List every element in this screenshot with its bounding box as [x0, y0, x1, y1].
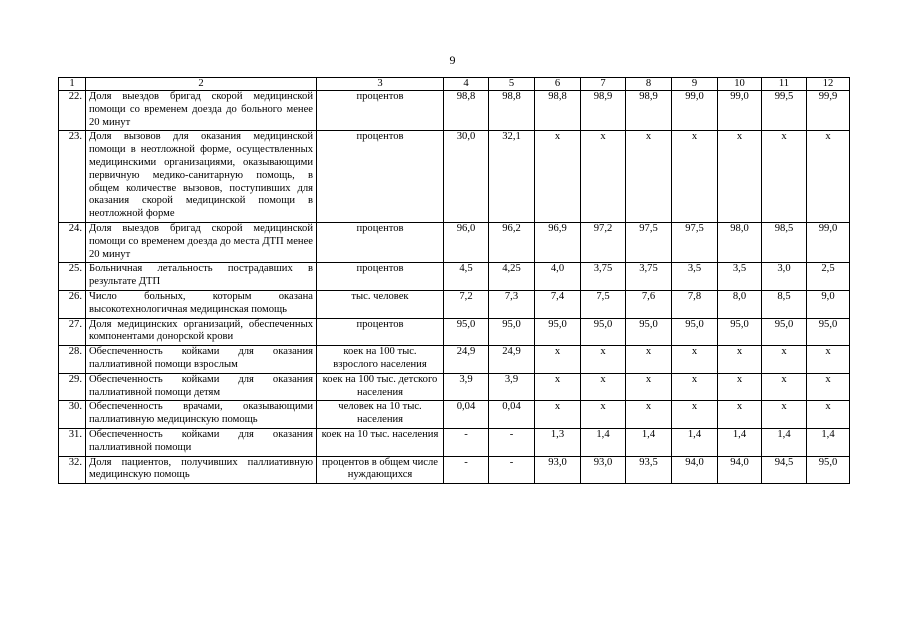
unit-of-measure: процентов [317, 318, 444, 346]
value-cell: 30,0 [444, 131, 489, 223]
value-cell: 95,0 [626, 318, 672, 346]
table-row [59, 318, 850, 346]
value-cell: 99,0 [718, 91, 762, 131]
value-cell: 99,0 [672, 91, 718, 131]
value-cell: 24,9 [444, 346, 489, 374]
value-cell: х [718, 131, 762, 223]
value-cell: х [718, 346, 762, 374]
value-cell: 9,0 [807, 290, 850, 318]
value-cell: 96,9 [535, 222, 581, 262]
value-cell: 4,5 [444, 263, 489, 291]
value-cell: 3,75 [581, 263, 626, 291]
column-header: 11 [762, 78, 807, 91]
row-number: 28. [59, 346, 86, 374]
indicator-name: Доля пациентов, получивших паллиативную медицинскую помощь [86, 456, 317, 484]
column-header: 4 [444, 78, 489, 91]
value-cell: 95,0 [762, 318, 807, 346]
unit-of-measure: тыс. человек [317, 290, 444, 318]
value-cell: х [581, 373, 626, 401]
value-cell: 93,5 [626, 456, 672, 484]
value-cell: 24,9 [489, 346, 535, 374]
value-cell: 4,0 [535, 263, 581, 291]
value-cell: 1,4 [581, 428, 626, 456]
table-row [59, 222, 850, 262]
column-header: 1 [59, 78, 86, 91]
column-number-row [59, 78, 850, 91]
value-cell: 98,5 [762, 222, 807, 262]
value-cell: 99,9 [807, 91, 850, 131]
value-cell: 0,04 [489, 401, 535, 429]
value-cell: х [581, 131, 626, 223]
value-cell: х [672, 131, 718, 223]
row-number: 22. [59, 91, 86, 131]
unit-of-measure: процентов в общем числе нуждающихся [317, 456, 444, 484]
unit-of-measure: процентов [317, 222, 444, 262]
unit-of-measure: процентов [317, 131, 444, 223]
indicator-name: Обеспеченность врачами, оказывающими паллиативную медицинскую помощь [86, 401, 317, 429]
value-cell: 8,5 [762, 290, 807, 318]
row-number: 26. [59, 290, 86, 318]
column-header: 9 [672, 78, 718, 91]
table-row [59, 290, 850, 318]
value-cell: х [626, 401, 672, 429]
value-cell: 3,5 [718, 263, 762, 291]
value-cell: 3,75 [626, 263, 672, 291]
unit-of-measure: коек на 10 тыс. населения [317, 428, 444, 456]
value-cell: 94,0 [672, 456, 718, 484]
value-cell: 93,0 [581, 456, 626, 484]
indicator-name: Обеспеченность койками для оказания паллиативной помощи детям [86, 373, 317, 401]
row-number: 29. [59, 373, 86, 401]
value-cell: 8,0 [718, 290, 762, 318]
value-cell: 95,0 [718, 318, 762, 346]
value-cell: х [672, 346, 718, 374]
value-cell: - [444, 428, 489, 456]
row-number: 31. [59, 428, 86, 456]
value-cell: х [807, 401, 850, 429]
column-header: 12 [807, 78, 850, 91]
value-cell: 95,0 [672, 318, 718, 346]
value-cell: х [672, 401, 718, 429]
value-cell: 97,5 [626, 222, 672, 262]
value-cell: х [535, 346, 581, 374]
value-cell: 7,3 [489, 290, 535, 318]
value-cell: 95,0 [489, 318, 535, 346]
column-header: 2 [86, 78, 317, 91]
column-header: 7 [581, 78, 626, 91]
indicator-name: Доля вызовов для оказания медицинской помощи в неотложной форме, осуществленных медицинскими организациями, оказывающими первичную медико-санитарную помощь, в общем количестве вызовов, поступивших для оказания скорой медицинской помощи в неотложной форме [86, 131, 317, 223]
value-cell: 32,1 [489, 131, 535, 223]
unit-of-measure: коек на 100 тыс. взрослого населения [317, 346, 444, 374]
value-cell: - [489, 428, 535, 456]
value-cell: 98,9 [626, 91, 672, 131]
indicator-name: Обеспеченность койками для оказания паллиативной помощи [86, 428, 317, 456]
value-cell: 98,8 [489, 91, 535, 131]
table-row [59, 131, 850, 223]
value-cell: 99,5 [762, 91, 807, 131]
value-cell: 95,0 [807, 456, 850, 484]
page-number: 9 [449, 53, 456, 67]
row-number: 27. [59, 318, 86, 346]
value-cell: х [762, 401, 807, 429]
indicator-name: Обеспеченность койками для оказания паллиативной помощи взрослым [86, 346, 317, 374]
value-cell: 0,04 [444, 401, 489, 429]
value-cell: 95,0 [807, 318, 850, 346]
value-cell: 94,5 [762, 456, 807, 484]
table-row [59, 346, 850, 374]
value-cell: х [718, 401, 762, 429]
value-cell: 96,2 [489, 222, 535, 262]
value-cell: 4,25 [489, 263, 535, 291]
value-cell: 95,0 [581, 318, 626, 346]
value-cell: х [762, 346, 807, 374]
value-cell: 3,0 [762, 263, 807, 291]
value-cell: 98,8 [535, 91, 581, 131]
value-cell: 3,5 [672, 263, 718, 291]
value-cell: 3,9 [444, 373, 489, 401]
value-cell: х [626, 346, 672, 374]
value-cell: 97,2 [581, 222, 626, 262]
value-cell: х [626, 373, 672, 401]
unit-of-measure: коек на 100 тыс. детского населения [317, 373, 444, 401]
value-cell: х [535, 401, 581, 429]
column-header: 10 [718, 78, 762, 91]
value-cell: 1,4 [762, 428, 807, 456]
unit-of-measure: человек на 10 тыс. населения [317, 401, 444, 429]
value-cell: 1,3 [535, 428, 581, 456]
indicator-name: Больничная летальность пострадавших в результате ДТП [86, 263, 317, 291]
indicator-name: Доля медицинских организаций, обеспеченных компонентами донорской крови [86, 318, 317, 346]
value-cell: х [672, 373, 718, 401]
value-cell: 3,9 [489, 373, 535, 401]
value-cell: х [762, 373, 807, 401]
value-cell: - [489, 456, 535, 484]
value-cell: 7,4 [535, 290, 581, 318]
value-cell: х [807, 346, 850, 374]
indicators-table [58, 77, 850, 484]
column-header: 3 [317, 78, 444, 91]
value-cell: 1,4 [672, 428, 718, 456]
value-cell: 1,4 [626, 428, 672, 456]
value-cell: х [535, 131, 581, 223]
table-body [59, 78, 850, 484]
value-cell: х [762, 131, 807, 223]
value-cell: 94,0 [718, 456, 762, 484]
unit-of-measure: процентов [317, 91, 444, 131]
row-number: 24. [59, 222, 86, 262]
value-cell: 95,0 [444, 318, 489, 346]
value-cell: х [807, 373, 850, 401]
value-cell: х [581, 401, 626, 429]
unit-of-measure: процентов [317, 263, 444, 291]
row-number: 30. [59, 401, 86, 429]
value-cell: 98,9 [581, 91, 626, 131]
table-row [59, 91, 850, 131]
value-cell: 98,0 [718, 222, 762, 262]
value-cell: х [807, 131, 850, 223]
value-cell: х [718, 373, 762, 401]
row-number: 25. [59, 263, 86, 291]
indicator-name: Доля выездов бригад скорой медицинской помощи со временем доезда до места ДТП менее 20 минут [86, 222, 317, 262]
value-cell: х [535, 373, 581, 401]
value-cell: 7,5 [581, 290, 626, 318]
row-number: 23. [59, 131, 86, 223]
value-cell: 1,4 [807, 428, 850, 456]
value-cell: 93,0 [535, 456, 581, 484]
table-row [59, 263, 850, 291]
column-header: 6 [535, 78, 581, 91]
value-cell: 98,8 [444, 91, 489, 131]
value-cell: 95,0 [535, 318, 581, 346]
value-cell: 2,5 [807, 263, 850, 291]
value-cell: 7,6 [626, 290, 672, 318]
table-row [59, 456, 850, 484]
table-row [59, 428, 850, 456]
value-cell: 7,8 [672, 290, 718, 318]
table-row [59, 373, 850, 401]
value-cell: 7,2 [444, 290, 489, 318]
value-cell: 96,0 [444, 222, 489, 262]
column-header: 5 [489, 78, 535, 91]
row-number: 32. [59, 456, 86, 484]
value-cell: 97,5 [672, 222, 718, 262]
table-row [59, 401, 850, 429]
value-cell: 1,4 [718, 428, 762, 456]
value-cell: - [444, 456, 489, 484]
indicator-name: Число больных, которым оказана высокотехнологичная медицинская помощь [86, 290, 317, 318]
indicator-name: Доля выездов бригад скорой медицинской помощи со временем доезда до больного менее 20 минут [86, 91, 317, 131]
value-cell: 99,0 [807, 222, 850, 262]
column-header: 8 [626, 78, 672, 91]
value-cell: х [581, 346, 626, 374]
value-cell: х [626, 131, 672, 223]
